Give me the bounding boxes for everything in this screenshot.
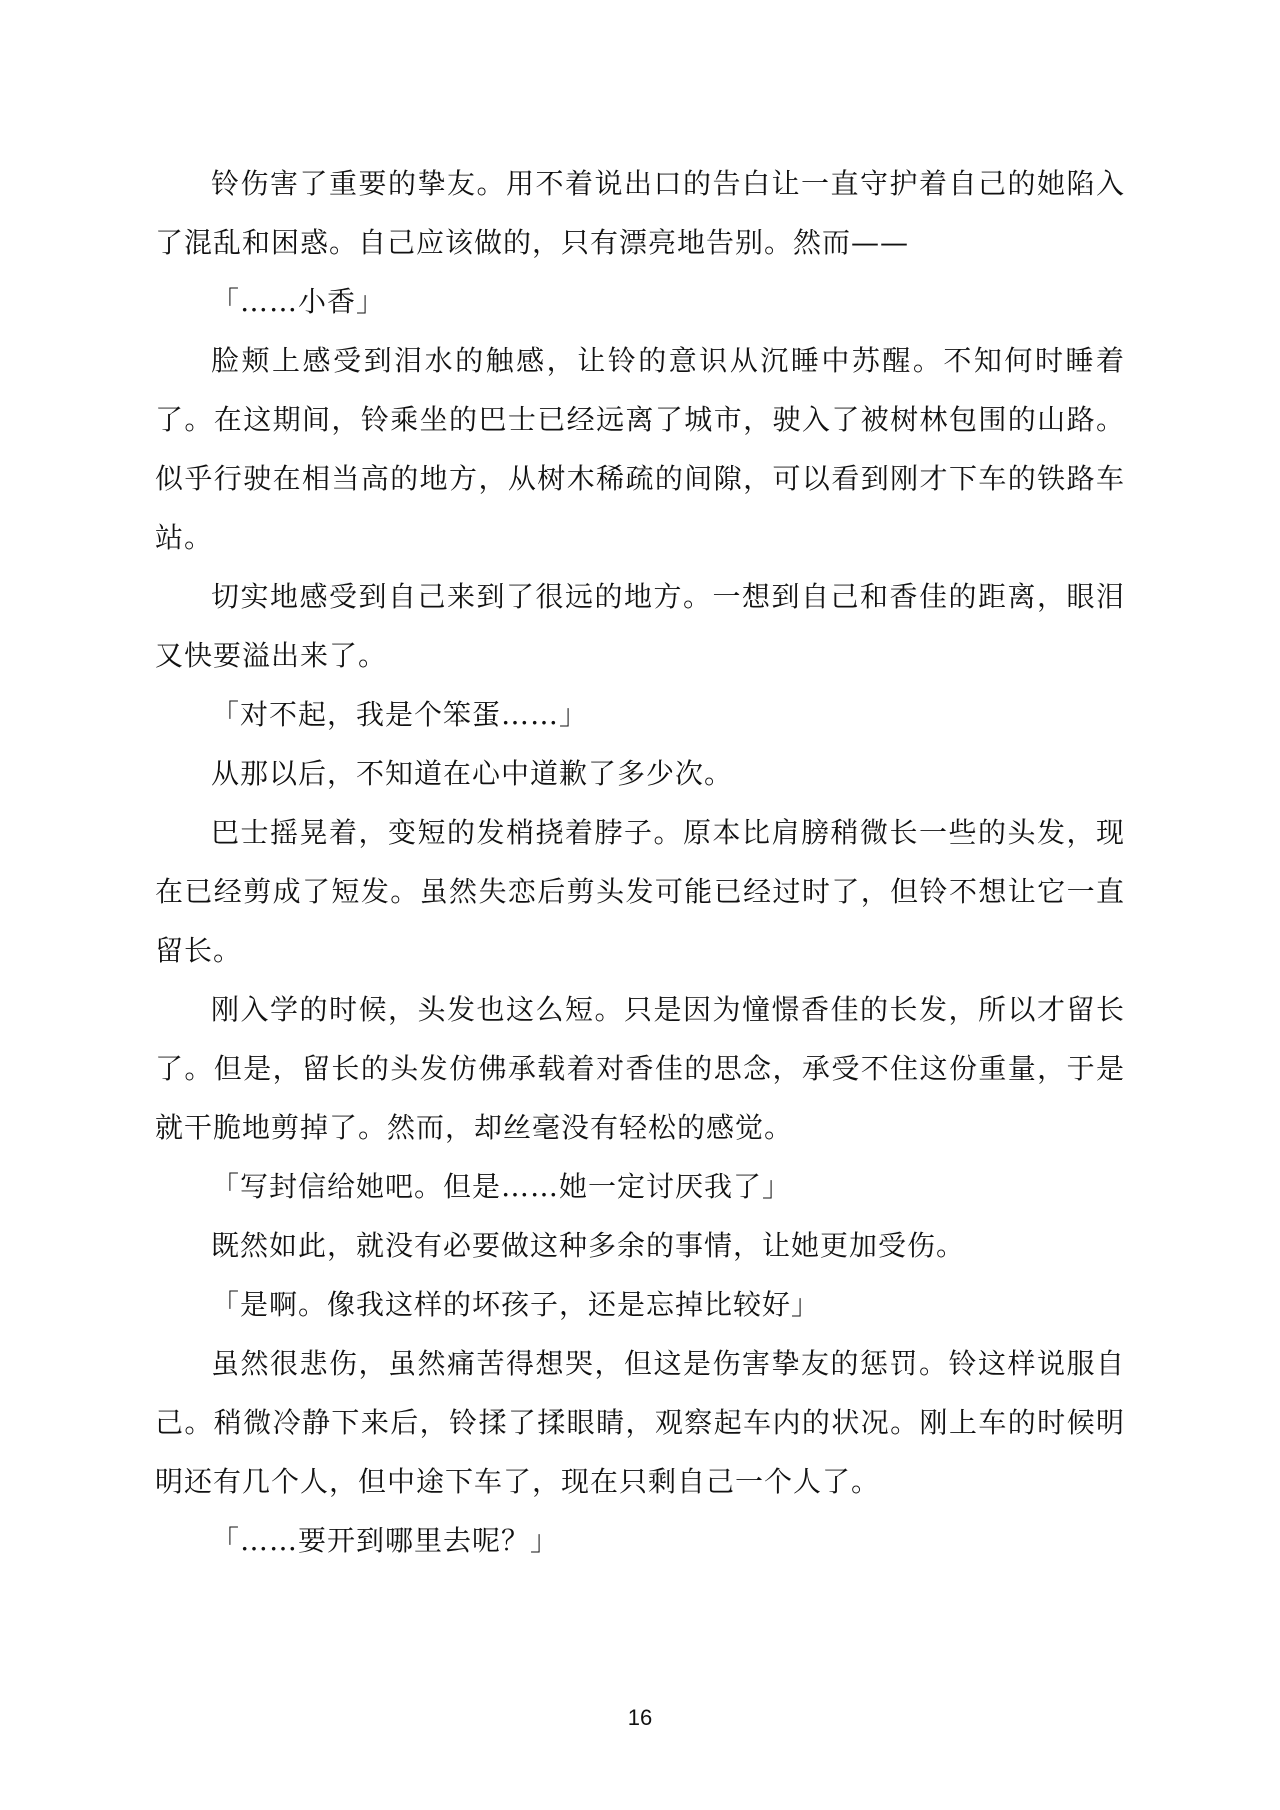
- dialogue-line: 「……小香」: [211, 285, 386, 318]
- paragraph: 铃伤害了重要的挚友。用不着说出口的告白让一直守护着自己的她陷入了混乱和困惑。自己应该做的，只有漂亮地告别。然而——: [155, 167, 1125, 259]
- paragraph: 从那以后，不知道在心中道歉了多少次。: [211, 757, 734, 790]
- paragraph: 既然如此，就没有必要做这种多余的事情，让她更加受伤。: [211, 1229, 966, 1262]
- paragraph: 刚入学的时候，头发也这么短。只是因为憧憬香佳的长发，所以才留长了。但是，留长的头发仿佛承载着对香佳的思念，承受不住这份重量，于是就干脆地剪掉了。然而，却丝毫没有轻松的感觉。: [155, 993, 1125, 1144]
- body-text: [155, 154, 1125, 1570]
- dialogue-line: 「是啊。像我这样的坏孩子，还是忘掉比较好」: [211, 1288, 821, 1321]
- dialogue-line: 「写封信给她吧。但是……她一定讨厌我了」: [211, 1170, 792, 1203]
- paragraph: 切实地感受到自己来到了很远的地方。一想到自己和香佳的距离，眼泪又快要溢出来了。: [155, 580, 1125, 672]
- dialogue-line: 「对不起，我是个笨蛋……」: [211, 698, 589, 731]
- paragraph: 脸颊上感受到泪水的触感，让铃的意识从沉睡中苏醒。不知何时睡着了。在这期间，铃乘坐的巴士已经远离了城市，驶入了被树林包围的山路。似乎行驶在相当高的地方，从树木稀疏的间隙，可以看到刚才下车的铁路车站。: [155, 344, 1125, 554]
- page-number: 16: [627, 1705, 653, 1730]
- paragraph: 虽然很悲伤，虽然痛苦得想哭，但这是伤害挚友的惩罚。铃这样说服自己。稍微冷静下来后，铃揉了揉眼睛，观察起车内的状况。刚上车的时候明明还有几个人，但中途下车了，现在只剩自己一个人了。: [155, 1347, 1125, 1498]
- paragraph: 巴士摇晃着，变短的发梢挠着脖子。原本比肩膀稍微长一些的头发，现在已经剪成了短发。虽然失恋后剪头发可能已经过时了，但铃不想让它一直留长。: [155, 816, 1125, 967]
- dialogue-line: 「……要开到哪里去呢？」: [211, 1524, 560, 1557]
